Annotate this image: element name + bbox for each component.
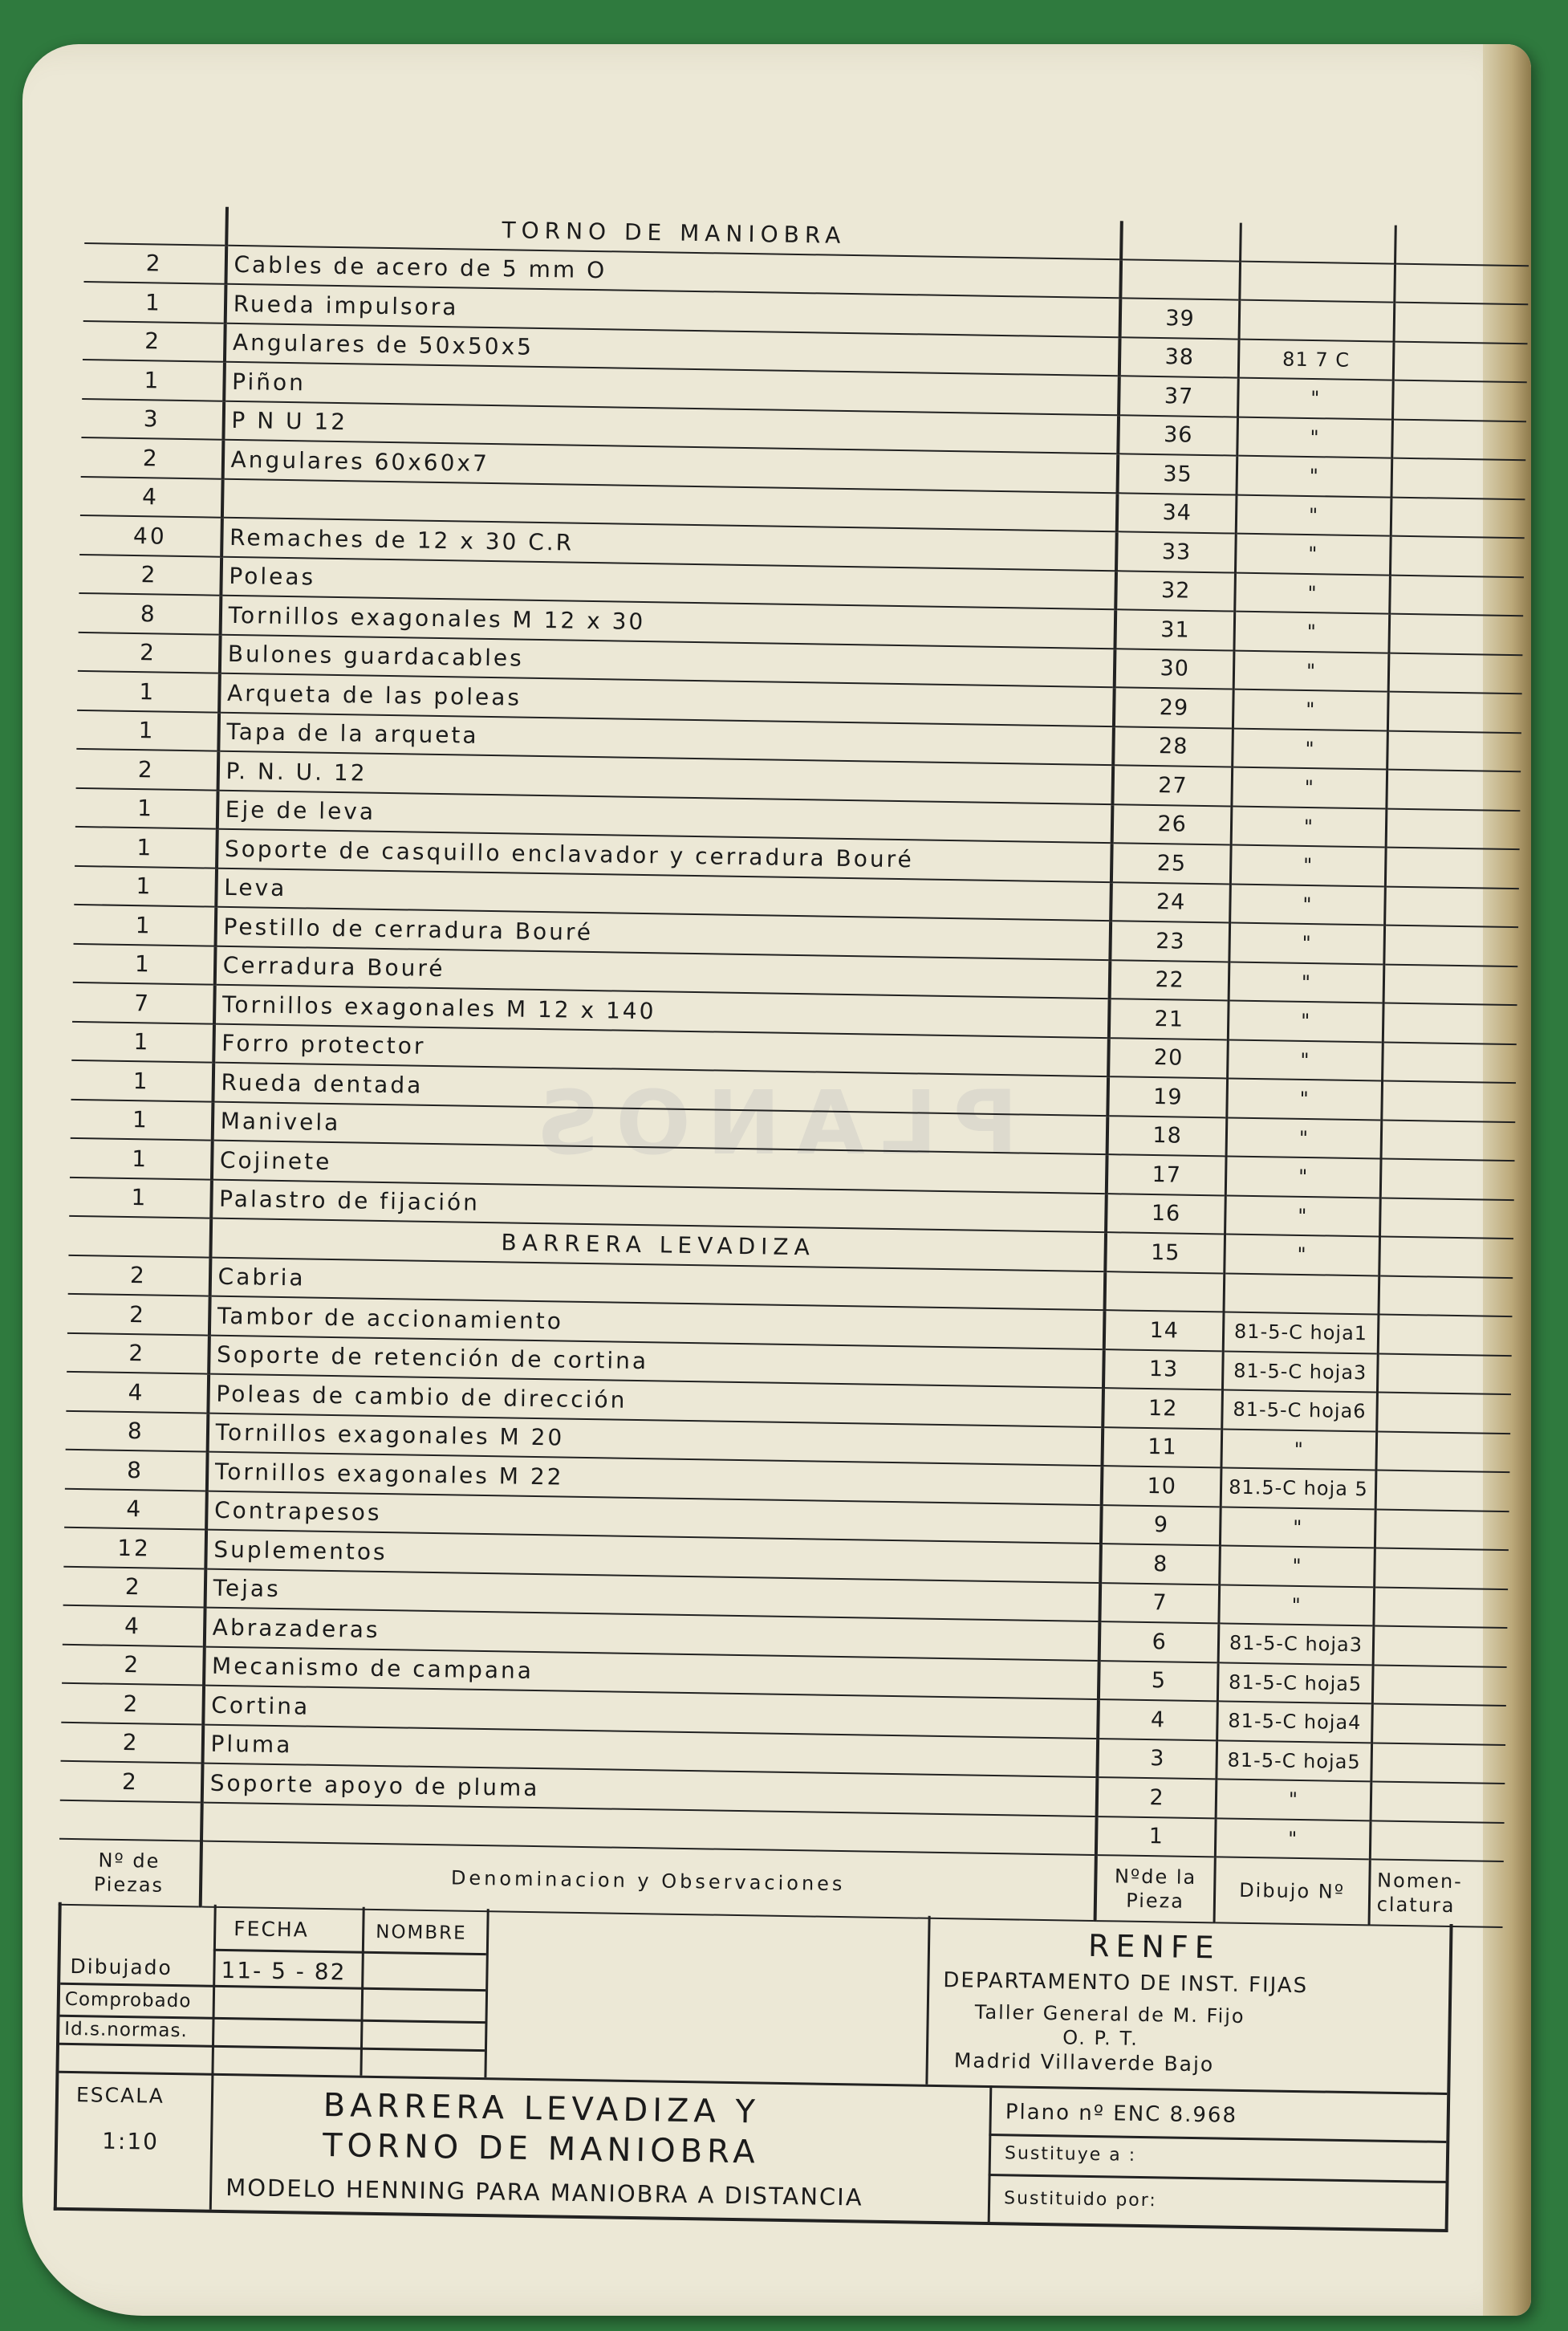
qty-cell: 1 <box>77 671 219 712</box>
description-cell: Angulares de 50x50x5 <box>225 323 1120 376</box>
description-cell: Tapa de la arqueta <box>218 712 1114 765</box>
dibujo-cell: 81-5-C hoja3 <box>1218 1623 1373 1665</box>
nomenclatura-cell <box>1389 614 1523 655</box>
nomenclatura-cell <box>1391 458 1525 499</box>
qty-cell: 1 <box>71 1021 213 1062</box>
parts-table <box>59 205 1529 1928</box>
nomenclatura-cell <box>1372 1665 1506 1706</box>
nomenclatura-cell <box>1375 1470 1509 1511</box>
nomenclatura-cell <box>1384 886 1518 927</box>
nomenclatura-cell <box>1389 575 1523 616</box>
pieza-cell: 6 <box>1099 1621 1219 1662</box>
description-cell: Tornillos exagonales M 12 x 30 <box>220 596 1115 649</box>
qty-cell: 2 <box>76 749 218 790</box>
pieza-cell <box>1121 259 1241 300</box>
qty-cell: 1 <box>69 1177 211 1218</box>
qty-cell: 4 <box>66 1372 208 1413</box>
dibujo-cell: " <box>1219 1585 1374 1626</box>
fecha-dibujado: 11- 5 - 82 <box>221 1956 347 1986</box>
description-cell: Tejas <box>205 1568 1100 1621</box>
place: Madrid Villaverde Bajo <box>953 2048 1215 2077</box>
pieza-cell: 29 <box>1114 687 1233 728</box>
dibujo-cell: " <box>1233 690 1388 731</box>
dibujo-cell: " <box>1225 1156 1380 1198</box>
header-qty: Nº de Piezas <box>59 1839 201 1907</box>
dibujo-cell: 81-5-C hoja1 <box>1223 1312 1378 1353</box>
org-name: RENFE <box>1087 1927 1221 1966</box>
pieza-cell: 4 <box>1098 1699 1217 1740</box>
qty-cell: 1 <box>75 827 217 868</box>
pieza-cell: 32 <box>1115 571 1235 612</box>
dibujo-cell: " <box>1220 1545 1375 1587</box>
dibujo-cell: 81-5-C hoja4 <box>1217 1701 1372 1743</box>
qty-cell: 2 <box>62 1644 204 1685</box>
dibujo-cell: " <box>1225 1234 1379 1275</box>
description-cell: Tornillos exagonales M 22 <box>206 1452 1102 1505</box>
plano-number: Plano nº ENC 8.968 <box>1005 2100 1238 2128</box>
qty-cell: 8 <box>66 1410 208 1451</box>
comprobado-label: Comprobado <box>64 1988 192 2012</box>
description-cell: Cables de acero de 5 mm O <box>225 245 1121 298</box>
nomenclatura-cell <box>1386 808 1520 849</box>
nomenclatura-cell <box>1391 497 1525 538</box>
pieza-cell: 30 <box>1115 649 1234 690</box>
title-block <box>54 1902 1453 2232</box>
nomenclatura-cell <box>1374 1587 1508 1628</box>
dibujo-cell: 81-5-C hoja6 <box>1222 1389 1377 1431</box>
dibujo-cell: " <box>1215 1818 1370 1860</box>
description-cell: Bulones guardacables <box>219 634 1115 687</box>
dibujado-label: Dibujado <box>70 1954 173 1979</box>
nomenclatura-cell <box>1385 848 1519 889</box>
nomenclatura-cell <box>1392 419 1526 460</box>
nomenclatura-cell <box>1388 653 1522 694</box>
dibujo-cell: " <box>1227 1078 1382 1120</box>
dibujo-cell: 81.5-C hoja 5 <box>1221 1467 1375 1509</box>
nomenclatura-cell <box>1379 1198 1513 1239</box>
drawing-title-line2: TORNO DE MANIOBRA <box>322 2126 761 2171</box>
qty-cell: 1 <box>74 905 216 946</box>
qty-cell: 2 <box>67 1332 209 1373</box>
qty-cell: 2 <box>81 437 223 478</box>
dibujo-cell: " <box>1238 378 1393 420</box>
dibujo-cell <box>1240 261 1395 303</box>
description-cell: Cerradura Bouré <box>214 946 1110 999</box>
description-cell: Soporte de casquillo enclavador y cerradura Bouré <box>217 829 1112 882</box>
nomenclatura-cell <box>1394 303 1528 344</box>
description-cell: Cabria <box>209 1257 1105 1310</box>
pieza-cell: 23 <box>1111 921 1230 962</box>
pieza-cell: 5 <box>1099 1661 1218 1702</box>
escala-value: 1:10 <box>101 2127 160 2155</box>
dibujo-cell: " <box>1226 1117 1381 1159</box>
qty-cell: 4 <box>63 1605 205 1646</box>
nomenclatura-cell <box>1371 1781 1505 1822</box>
description-cell: Rueda impulsora <box>225 284 1120 337</box>
pieza-cell: 22 <box>1110 960 1229 1001</box>
description-cell: Angulares 60x60x7 <box>222 440 1118 493</box>
nomenclatura-cell <box>1393 341 1527 382</box>
nomenclatura-cell <box>1374 1548 1508 1589</box>
qty-cell: 1 <box>73 943 215 984</box>
description-cell: Rueda dentada <box>213 1063 1108 1116</box>
dibujo-cell: " <box>1237 417 1392 458</box>
description-cell: Cojinete <box>212 1141 1107 1194</box>
pieza-cell: 31 <box>1115 609 1235 650</box>
nomenclatura-cell <box>1381 1120 1515 1161</box>
description-cell: Cortina <box>203 1686 1099 1739</box>
qty-cell: 4 <box>64 1488 206 1529</box>
qty-cell: 2 <box>60 1761 202 1802</box>
qty-cell: 3 <box>81 398 223 439</box>
description-cell: Pluma <box>202 1724 1098 1777</box>
nomenclatura-cell <box>1371 1703 1505 1744</box>
description-cell: Suplementos <box>205 1530 1101 1583</box>
nomenclatura-cell <box>1373 1625 1507 1666</box>
nomenclatura-cell <box>1392 380 1526 421</box>
dibujo-cell: " <box>1236 534 1391 576</box>
drawing-subtitle: MODELO HENNING PARA MANIOBRA A DISTANCIA <box>225 2174 863 2211</box>
pieza-cell: 2 <box>1097 1777 1217 1818</box>
qty-cell: 2 <box>68 1255 210 1296</box>
fecha-label: FECHA <box>234 1917 310 1942</box>
dibujo-cell <box>1239 300 1394 342</box>
escala-label: ESCALA <box>75 2083 165 2108</box>
description-cell: P. N. U. 12 <box>217 751 1113 804</box>
nomenclatura-cell <box>1390 536 1524 577</box>
description-cell: Piñon <box>224 362 1119 415</box>
dibujo-cell: " <box>1230 845 1385 887</box>
pieza-cell: 38 <box>1119 337 1239 378</box>
dibujo-cell: " <box>1229 923 1384 965</box>
qty-cell <box>59 1800 201 1841</box>
header-description: Denominacion y Observaciones <box>200 1841 1096 1922</box>
qty-cell: 1 <box>70 1138 212 1179</box>
qty-cell: 2 <box>63 1566 205 1607</box>
pieza-cell: 17 <box>1107 1154 1226 1195</box>
qty-cell: 2 <box>61 1683 203 1724</box>
dibujo-cell: " <box>1232 767 1387 809</box>
sustituye-label: Sustituye a : <box>1004 2143 1137 2166</box>
description-cell: Arqueta de las poleas <box>219 673 1115 726</box>
nomenclatura-cell <box>1384 925 1518 966</box>
pieza-cell: 13 <box>1103 1349 1223 1390</box>
description-cell: Palastro de fijación <box>211 1179 1107 1232</box>
dibujo-cell: " <box>1228 1039 1383 1081</box>
parts-sheet <box>53 205 1529 2282</box>
description-cell: Poleas <box>221 556 1116 609</box>
nomenclatura-cell <box>1380 1159 1514 1200</box>
pieza-cell: 14 <box>1104 1310 1224 1351</box>
dibujo-cell: " <box>1231 806 1386 848</box>
dibujo-cell: " <box>1237 456 1391 498</box>
nomenclatura-cell <box>1382 1042 1516 1083</box>
description-cell: Remaches de 12 x 30 C.R <box>221 518 1117 571</box>
dibujo-cell <box>1224 1273 1379 1315</box>
description-cell: Tornillos exagonales M 12 x 140 <box>214 985 1110 1038</box>
pieza-cell: 34 <box>1117 493 1237 534</box>
qty-cell: 12 <box>63 1528 205 1568</box>
qty-cell: 2 <box>67 1294 209 1335</box>
dibujo-cell: " <box>1236 494 1391 536</box>
dibujo-cell: " <box>1230 884 1385 925</box>
dibujo-cell: 81-5-C hoja5 <box>1217 1740 1371 1782</box>
description-cell: Soporte de retención de cortina <box>209 1335 1104 1388</box>
qty-cell: 1 <box>74 865 216 906</box>
pieza-cell: 15 <box>1105 1232 1225 1273</box>
dibujo-cell: 81 7 C <box>1238 339 1393 380</box>
pieza-cell: 11 <box>1103 1427 1222 1468</box>
qty-cell: 2 <box>61 1722 203 1763</box>
nomenclatura-cell <box>1387 730 1521 771</box>
nomenclatura-cell <box>1383 964 1517 1005</box>
dibujo-cell: " <box>1228 1001 1383 1043</box>
nomenclatura-cell <box>1387 770 1521 811</box>
header-dibujo: Dibujo Nº <box>1214 1857 1370 1925</box>
pieza-cell: 36 <box>1118 415 1237 456</box>
qty-cell: 4 <box>80 476 222 517</box>
dibujo-cell: " <box>1229 962 1383 1003</box>
dibujo-cell: " <box>1233 728 1387 770</box>
dibujo-cell: " <box>1235 572 1390 614</box>
pieza-cell: 26 <box>1112 804 1232 845</box>
pieza-cell: 12 <box>1103 1388 1222 1429</box>
section-title: TORNO DE MANIOBRA <box>226 207 1122 259</box>
dibujo-cell: 81-5-C hoja3 <box>1223 1351 1378 1393</box>
nomenclatura-cell <box>1379 1275 1513 1316</box>
pieza-cell: 18 <box>1107 1116 1227 1157</box>
pieza-cell <box>1105 1271 1225 1312</box>
nomenclatura-cell <box>1378 1314 1512 1355</box>
taller: Taller General de M. Fijo <box>974 2000 1245 2028</box>
pieza-cell: 28 <box>1113 726 1233 767</box>
pieza-cell: 8 <box>1100 1544 1220 1585</box>
nomenclatura-cell <box>1376 1392 1510 1433</box>
description-cell: Soporte apoyo de pluma <box>201 1764 1097 1816</box>
pieza-cell: 1 <box>1096 1816 1216 1857</box>
description-cell: Forro protector <box>213 1023 1109 1076</box>
description-cell: P N U 12 <box>223 401 1119 454</box>
dibujo-cell: " <box>1221 1507 1375 1548</box>
dibujo-cell: " <box>1216 1779 1371 1820</box>
sustituido-label: Sustituido por: <box>1003 2188 1158 2211</box>
pieza-cell: 25 <box>1111 843 1231 884</box>
dibujo-cell: 81-5-C hoja5 <box>1217 1662 1372 1704</box>
nombre-label: NOMBRE <box>376 1921 467 1944</box>
qty-cell: 8 <box>65 1450 207 1491</box>
pieza-cell: 24 <box>1111 882 1230 923</box>
dibujo-cell: " <box>1225 1195 1380 1237</box>
dibujo-cell: " <box>1233 650 1388 692</box>
description-cell: Poleas de cambio de dirección <box>208 1374 1103 1427</box>
qty-cell: 1 <box>71 1060 213 1101</box>
description-cell: Abrazaderas <box>204 1608 1099 1661</box>
nomenclatura-cell <box>1375 1509 1509 1550</box>
pieza-cell: 3 <box>1098 1739 1217 1780</box>
pieza-cell: 7 <box>1100 1583 1220 1624</box>
nomenclatura-cell <box>1395 263 1529 304</box>
normas-label: Id.s.normas. <box>64 2018 188 2042</box>
nomenclatura-cell <box>1383 1003 1517 1044</box>
pieza-cell: 21 <box>1109 999 1229 1039</box>
pieza-cell: 27 <box>1113 765 1233 806</box>
qty-cell: 2 <box>78 632 220 673</box>
description-cell: Pestillo de cerradura Bouré <box>215 907 1111 960</box>
pieza-cell: 10 <box>1102 1466 1221 1507</box>
section-title: BARRERA LEVADIZA <box>210 1218 1106 1271</box>
pieza-cell: 37 <box>1119 376 1238 417</box>
description-cell: Tornillos exagonales M 20 <box>207 1413 1103 1466</box>
department: DEPARTAMENTO DE INST. FIJAS <box>943 1968 1309 1999</box>
pieza-cell: 35 <box>1118 454 1237 494</box>
nomenclatura-cell <box>1382 1081 1516 1122</box>
pieza-cell: 19 <box>1108 1076 1228 1117</box>
description-cell: Eje de leva <box>217 790 1112 843</box>
description-cell: Contrapesos <box>206 1491 1102 1544</box>
nomenclatura-cell <box>1370 1820 1504 1861</box>
dibujo-cell: " <box>1221 1429 1376 1471</box>
pieza-cell: 39 <box>1120 298 1240 339</box>
drawing-title-line1: BARRERA LEVADIZA Y <box>323 2086 761 2131</box>
pieza-cell: 20 <box>1108 1038 1228 1079</box>
qty-cell: 40 <box>79 515 221 556</box>
nomenclatura-cell <box>1377 1353 1511 1394</box>
dibujo-cell: " <box>1234 612 1389 653</box>
pieza-cell: 16 <box>1106 1194 1225 1235</box>
pieza-cell: 33 <box>1116 531 1236 572</box>
nomenclatura-cell <box>1371 1743 1505 1784</box>
document-page <box>22 44 1531 2316</box>
qty-cell: 2 <box>83 320 225 361</box>
qty-cell: 1 <box>83 282 225 323</box>
qty-cell: 2 <box>83 242 225 283</box>
nomenclatura-cell <box>1376 1431 1510 1472</box>
description-cell: Tambor de accionamiento <box>209 1296 1105 1349</box>
qty-cell: 7 <box>72 982 214 1023</box>
qty-cell: 1 <box>82 360 224 401</box>
qty-cell: 2 <box>79 554 221 595</box>
qty-cell: 1 <box>76 710 218 751</box>
qty-cell: 1 <box>71 1099 213 1140</box>
header-nomenclatura: Nomen-clatura <box>1369 1859 1504 1927</box>
description-cell: Manivela <box>212 1101 1107 1154</box>
description-cell: Leva <box>216 868 1111 921</box>
description-cell: Mecanismo de campana <box>204 1646 1099 1699</box>
nomenclatura-cell <box>1387 692 1521 733</box>
qty-cell: 1 <box>75 787 217 828</box>
faded-stamp: PLANOS <box>520 1072 1018 1174</box>
pieza-cell: 9 <box>1101 1505 1221 1546</box>
qty-cell: 8 <box>79 593 221 634</box>
opt: O. P. T. <box>1062 2026 1139 2050</box>
header-pieza: Nºde la Pieza <box>1095 1855 1216 1922</box>
